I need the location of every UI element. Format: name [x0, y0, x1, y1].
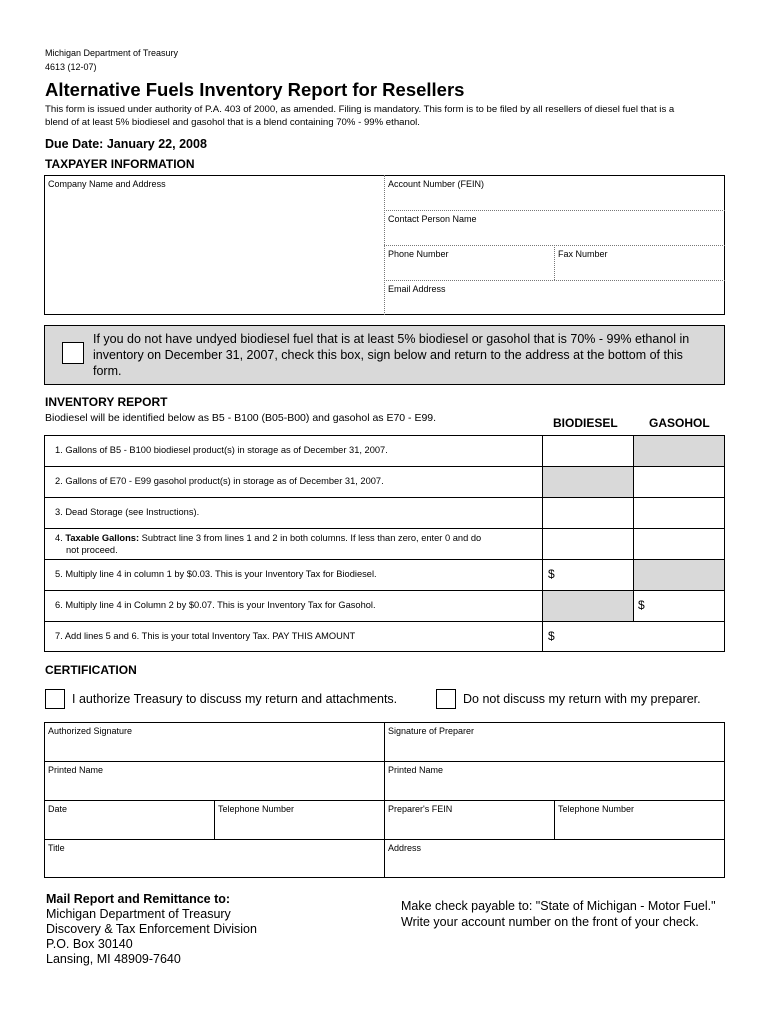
do-not-discuss-label: Do not discuss my return with my preparer.: [463, 692, 701, 706]
row4-biodiesel-input[interactable]: [543, 529, 632, 558]
notice-line-1: If you do not have undyed biodiesel fuel that is at least 5% biodiesel or gasohol that is 70% - 99% ethanol in: [93, 332, 690, 346]
payable-line-2: Write your account number on the front of your check.: [401, 915, 699, 929]
mail-heading: Mail Report and Remittance to:: [46, 892, 231, 906]
column-biodiesel: BIODIESEL: [553, 416, 618, 430]
fax-number-field[interactable]: Fax Number: [558, 249, 608, 259]
inventory-subtitle: Biodiesel will be identified below as B5 - B100 (B05-B00) and gasohol as E70 - E99.: [45, 412, 437, 424]
row-5-label: 5. Multiply line 4 in column 1 by $0.03. This is your Inventory Tax for Biodiesel.: [55, 569, 377, 579]
authorize-label: I authorize Treasury to discuss my return and attachments.: [72, 692, 398, 706]
notice-line-2: inventory on December 31, 2007, check this box, sign below and return to the address at the bottom of this: [93, 348, 683, 362]
column-gasohol: GASOHOL: [649, 416, 710, 430]
printed-name-field[interactable]: Printed Name: [48, 765, 104, 775]
row5-biodiesel-input[interactable]: $: [548, 567, 555, 581]
row1-biodiesel-input[interactable]: [543, 436, 632, 465]
mail-line-3: P.O. Box 30140: [46, 937, 133, 951]
row3-biodiesel-input[interactable]: [543, 498, 632, 527]
title-field[interactable]: Title: [48, 843, 65, 853]
preparer-signature-field[interactable]: Signature of Preparer: [388, 726, 475, 736]
payable-line-1: Make check payable to: "State of Michigan - Motor Fuel.": [401, 899, 716, 913]
contact-person-field[interactable]: Contact Person Name: [388, 214, 477, 224]
email-address-field[interactable]: Email Address: [388, 284, 446, 294]
row3-gasohol-input[interactable]: [634, 498, 724, 527]
intro-line-1: This form is issued under authority of P.A. 403 of 2000, as amended. Filing is mandatory. This form is to be filed by all resellers of diesel fuel that is a: [45, 104, 675, 115]
authorize-checkbox[interactable]: [45, 689, 65, 709]
form-number: 4613 (12-07): [45, 62, 97, 72]
row-7-label: 7. Add lines 5 and 6. This is your total Inventory Tax. PAY THIS AMOUNT: [55, 631, 356, 641]
telephone-field[interactable]: Telephone Number: [218, 804, 295, 814]
certification-heading: CERTIFICATION: [45, 663, 137, 677]
no-inventory-checkbox[interactable]: [62, 342, 84, 364]
do-not-discuss-checkbox[interactable]: [436, 689, 456, 709]
row-4-label-cont: not proceed.: [66, 545, 118, 555]
inventory-heading: INVENTORY REPORT: [45, 395, 168, 409]
account-number-field[interactable]: Account Number (FEIN): [388, 179, 485, 189]
row-3-label: 3. Dead Storage (see Instructions).: [55, 507, 200, 517]
phone-number-field[interactable]: Phone Number: [388, 249, 449, 259]
date-field[interactable]: Date: [48, 804, 68, 814]
due-date: Due Date: January 22, 2008: [45, 137, 207, 151]
agency-name: Michigan Department of Treasury: [45, 48, 179, 58]
intro-line-2: blend of at least 5% biodiesel and gasohol that is a blend containing 70% - 99% ethanol.: [45, 117, 420, 128]
preparer-printed-name-field[interactable]: Printed Name: [388, 765, 444, 775]
company-name-field[interactable]: Company Name and Address: [48, 179, 166, 189]
row-1-label: 1. Gallons of B5 - B100 biodiesel product(s) in storage as of December 31, 2007.: [55, 445, 388, 455]
authorized-signature-field[interactable]: Authorized Signature: [48, 726, 133, 736]
form-title: Alternative Fuels Inventory Report for Resellers: [45, 79, 465, 100]
preparer-telephone-field[interactable]: Telephone Number: [558, 804, 635, 814]
row7-total-input[interactable]: $: [548, 629, 555, 643]
taxpayer-heading: TAXPAYER INFORMATION: [45, 157, 195, 171]
mail-line-2: Discovery & Tax Enforcement Division: [46, 922, 257, 936]
row-6-label: 6. Multiply line 4 in Column 2 by $0.07. This is your Inventory Tax for Gasohol.: [55, 600, 376, 610]
row4-gasohol-input[interactable]: [634, 529, 724, 558]
mail-line-4: Lansing, MI 48909-7640: [46, 952, 181, 966]
row-2-label: 2. Gallons of E70 - E99 gasohol product(s) in storage as of December 31, 2007.: [55, 476, 384, 486]
row6-gasohol-input[interactable]: $: [638, 598, 645, 612]
notice-line-3: form.: [93, 364, 122, 378]
preparer-fein-field[interactable]: Preparer's FEIN: [388, 804, 453, 814]
mail-line-1: Michigan Department of Treasury: [46, 907, 231, 921]
row-4-label: 4. Taxable Gallons: Subtract line 3 from lines 1 and 2 in both columns. If less than zero, enter 0 and do: [55, 533, 482, 543]
address-field[interactable]: Address: [388, 843, 422, 853]
row2-gasohol-input[interactable]: [634, 467, 724, 496]
